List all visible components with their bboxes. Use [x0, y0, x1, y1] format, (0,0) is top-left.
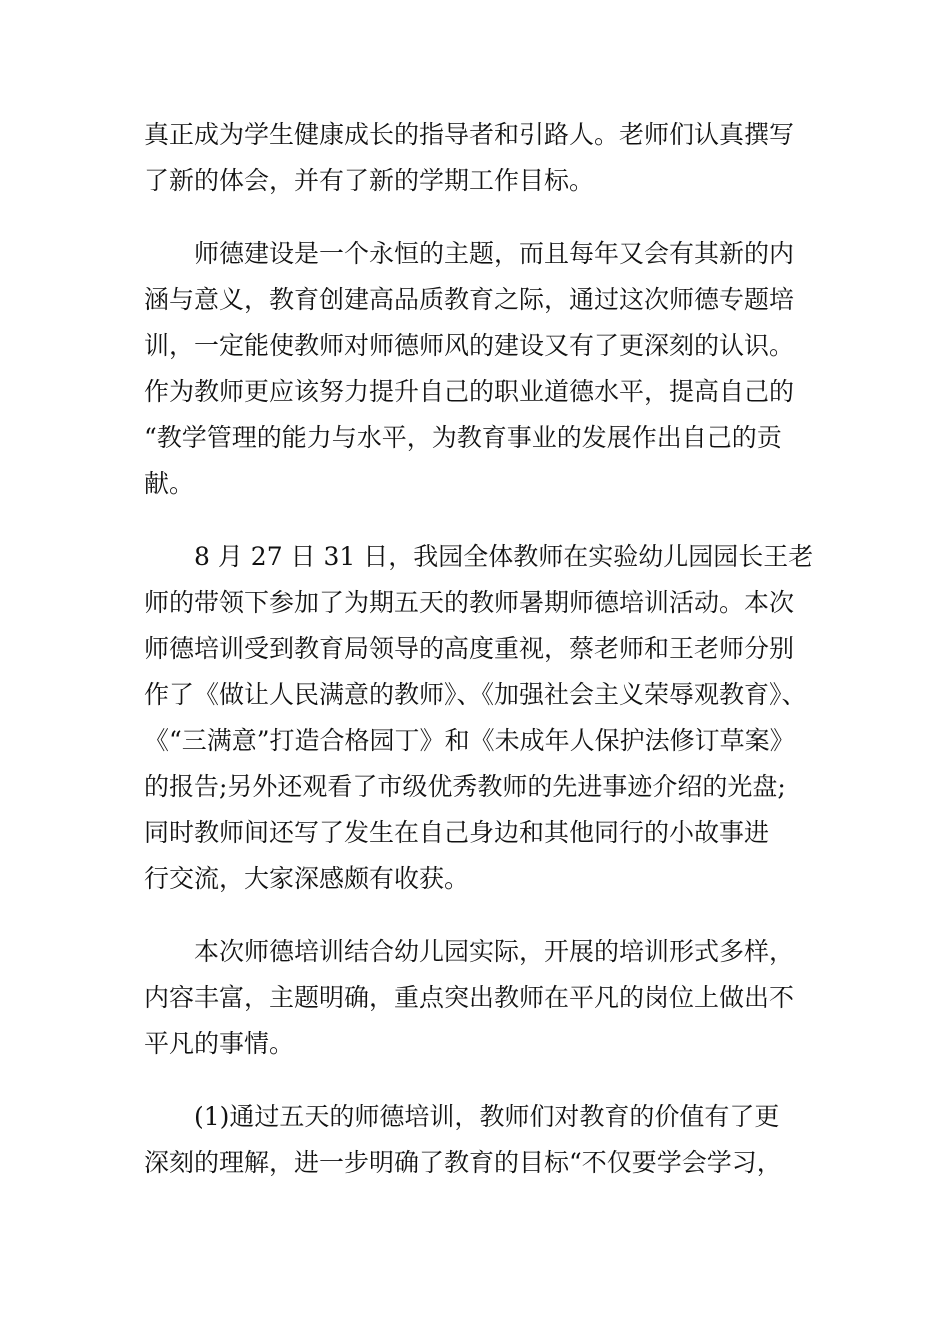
- paragraph-3: [144, 534, 814, 902]
- document-body: [144, 112, 814, 1213]
- text-line: 本次师德培训结合幼儿园实际，开展的培训形式多样，: [144, 937, 795, 966]
- paragraph-1: [144, 112, 814, 204]
- text-line: 献。: [144, 469, 195, 498]
- text-line: 师的带领下参加了为期五天的教师暑期师德培训活动。本次: [144, 588, 795, 617]
- text-line: 同时教师间还写了发生在自己身边和其他同行的小故事进: [144, 818, 770, 847]
- text-line: 训，一定能使教师对师德师风的建设又有了更深刻的认识。: [144, 331, 795, 360]
- text-line: 师德培训受到教育局领导的高度重视，蔡老师和王老师分别: [144, 634, 795, 663]
- text-line: 师德建设是一个永恒的主题，而且每年又会有其新的内: [144, 239, 795, 268]
- text-line: 8 月 27 日 31 日，我园全体教师在实验幼儿园园长王老: [144, 542, 814, 571]
- text-line: 作为教师更应该努力提升自己的职业道德水平，提高自己的: [144, 377, 795, 406]
- paragraph-4: [144, 929, 814, 1067]
- text-line: 《“三满意”打造合格园丁》和《未成年人保护法修订草案》: [144, 726, 795, 755]
- text-line: 涵与意义，教育创建高品质教育之际，通过这次师德专题培: [144, 285, 795, 314]
- paragraph-5: [144, 1094, 814, 1186]
- text-line: 深刻的理解，进一步明确了教育的目标“不仅要学会学习，: [144, 1148, 782, 1177]
- text-line: 作了《做让人民满意的教师》、《加强社会主义荣辱观教育》、: [144, 680, 807, 709]
- text-line: (1)通过五天的师德培训，教师们对教育的价值有了更: [144, 1102, 780, 1131]
- text-line: 平凡的事情。: [144, 1029, 295, 1058]
- text-line: 了新的体会，并有了新的学期工作目标。: [144, 166, 595, 195]
- text-line: 的报告;另外还观看了市级优秀教师的先进事迹介绍的光盘;: [144, 772, 786, 801]
- paragraph-2: [144, 231, 814, 507]
- text-line: 行交流，大家深感颇有收获。: [144, 864, 470, 893]
- text-line: 内容丰富，主题明确，重点突出教师在平凡的岗位上做出不: [144, 983, 795, 1012]
- text-line: “教学管理的能力与水平，为教育事业的发展作出自己的贡: [144, 423, 782, 452]
- text-line: 真正成为学生健康成长的指导者和引路人。老师们认真撰写: [144, 120, 795, 149]
